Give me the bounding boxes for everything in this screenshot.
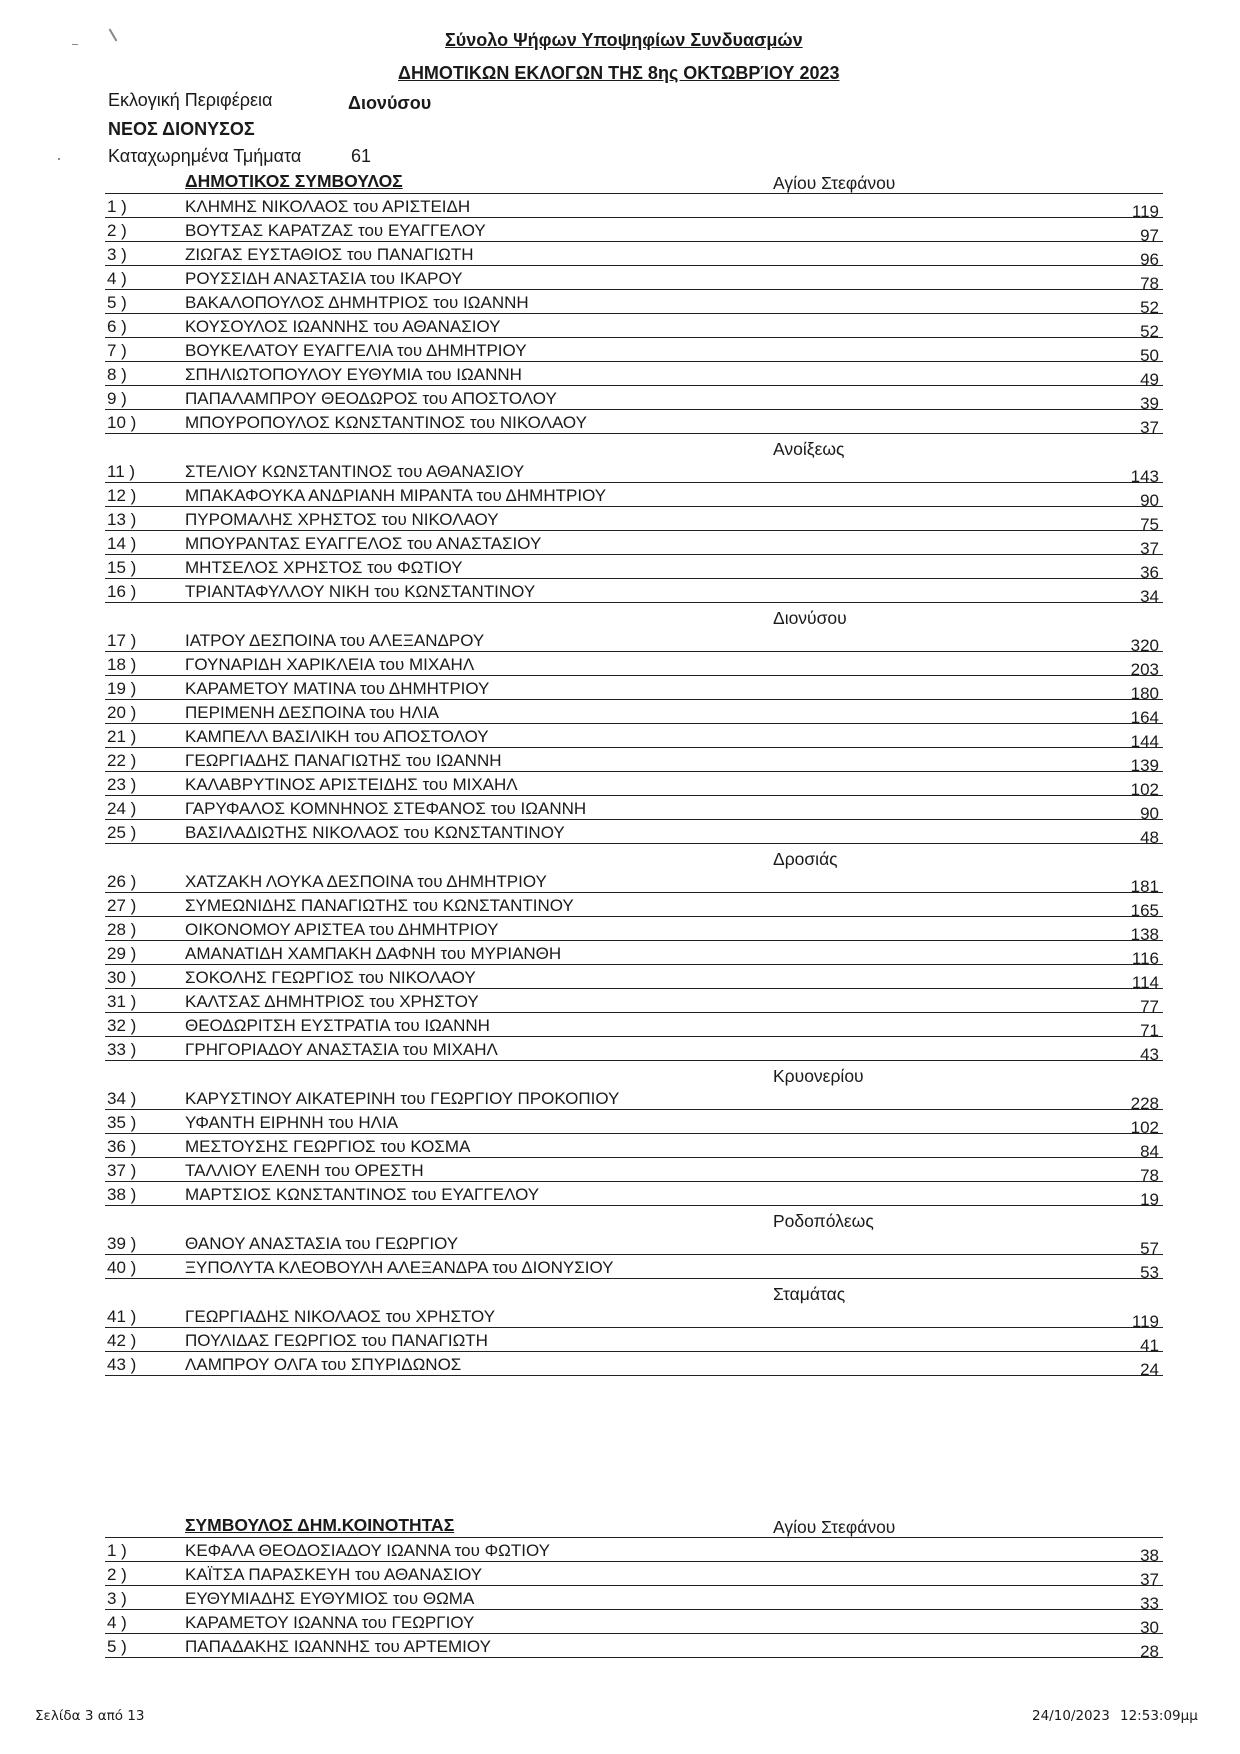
row-number: 19 ) (107, 679, 137, 698)
district-group-label (105, 1061, 1163, 1086)
row-number: 4 ) (107, 269, 127, 288)
table-row (105, 1013, 1163, 1040)
table-row (105, 1086, 1163, 1113)
candidate-name: ΣΤΕΛΙΟΥ ΚΩΝΣΤΑΝΤΙΝΟΣ του ΑΘΑΝΑΣΙΟΥ (185, 462, 525, 481)
district-label: Ανοίξεως (773, 439, 845, 459)
print-date: 24/10/2023 (1032, 1708, 1110, 1724)
row-number: 42 ) (107, 1331, 137, 1350)
vote-count: 19 (1140, 1190, 1159, 1209)
candidate-name: ΑΜΑΝΑΤΙΔΗ ΧΑΜΠΑΚΗ ΔΑΦΝΗ του ΜΥΡΙΑΝΘΗ (185, 944, 562, 963)
table-row (105, 386, 1163, 413)
table-row (105, 531, 1163, 558)
row-number: 8 ) (107, 365, 127, 384)
document-subtitle: ΔΗΜΟΤΙΚΩΝ ΕΚΛΟΓΩΝ ΤΗΣ 8ης ΟΚΤΩΒΡΊΟΥ 2023 (398, 63, 840, 83)
row-number: 16 ) (107, 582, 137, 601)
row-number: 43 ) (107, 1355, 137, 1374)
candidate-name: ΜΠΟΥΡΑΝΤΑΣ ΕΥΑΓΓΕΛΟΣ του ΑΝΑΣΤΑΣΙΟΥ (185, 534, 542, 553)
candidate-name: ΒΑΚΑΛΟΠΟΥΛΟΣ ΔΗΜΗΤΡΙΟΣ του ΙΩΑΝΝΗ (185, 293, 529, 312)
table-row (105, 1586, 1163, 1613)
candidate-name: ΚΟΥΣΟΥΛΟΣ ΙΩΑΝΝΗΣ του ΑΘΑΝΑΣΙΟΥ (185, 317, 501, 336)
district-label: Κρυονερίου (773, 1066, 864, 1086)
candidate-name: ΓΡΗΓΟΡΙΑΔΟΥ ΑΝΑΣΤΑΣΙΑ του ΜΙΧΑΗΛ (185, 1040, 498, 1059)
table-row (105, 1610, 1163, 1637)
table-row (105, 242, 1163, 269)
vote-count: 50 (1140, 346, 1159, 365)
candidate-name: ΤΡΙΑΝΤΑΦΥΛΛΟΥ ΝΙΚΗ του ΚΩΝΣΤΑΝΤΙΝΟΥ (185, 582, 536, 601)
region-value: Διονύσου (348, 93, 432, 113)
candidate-name: ΚΑΡΑΜΕΤΟΥ ΜΑΤΙΝΑ του ΔΗΜΗΤΡΙΟΥ (185, 679, 490, 698)
sections-value: 61 (351, 146, 372, 166)
vote-count: 181 (1130, 877, 1159, 896)
table-row (105, 628, 1163, 655)
table-row (105, 652, 1163, 679)
vote-count: 90 (1140, 804, 1159, 823)
vote-count: 34 (1140, 587, 1159, 606)
row-number: 2 ) (107, 1565, 127, 1584)
row-number: 9 ) (107, 389, 127, 408)
community-title: ΣΥΜΒΟΥΛΟΣ ΔΗΜ.ΚΟΙΝΟΤΗΤΑΣ (185, 1515, 455, 1535)
row-number: 1 ) (107, 197, 127, 216)
row-number: 14 ) (107, 534, 137, 553)
vote-count: 144 (1130, 732, 1159, 751)
district-group-label (105, 1206, 1163, 1231)
candidate-name: ΚΑΛΑΒΡΥΤΙΝΟΣ ΑΡΙΣΤΕΙΔΗΣ του ΜΙΧΑΗΛ (185, 775, 518, 794)
community-table (105, 1538, 1163, 1661)
row-number: 1 ) (107, 1541, 127, 1560)
vote-count: 164 (1130, 708, 1159, 727)
vote-count: 78 (1140, 274, 1159, 293)
candidate-name: ΧΑΤΖΑΚΗ ΛΟΥΚΑ ΔΕΣΠΟΙΝΑ του ΔΗΜΗΤΡΙΟΥ (185, 872, 547, 891)
vote-count: 114 (1131, 973, 1159, 992)
vote-count: 102 (1130, 780, 1159, 799)
vote-count: 180 (1130, 684, 1159, 703)
district-group-label (105, 1279, 1163, 1304)
council-table (105, 194, 1163, 1379)
candidate-name: ΘΕΟΔΩΡΙΤΣΗ ΕΥΣΤΡΑΤΙΑ του ΙΩΑΝΝΗ (185, 1016, 490, 1035)
candidate-name: ΣΟΚΟΛΗΣ ΓΕΩΡΓΙΟΣ του ΝΙΚΟΛΑΟΥ (185, 968, 476, 987)
row-number: 37 ) (107, 1161, 137, 1180)
vote-count: 320 (1130, 636, 1159, 655)
candidate-name: ΒΟΥΤΣΑΣ ΚΑΡΑΤΖΑΣ του ΕΥΑΓΓΕΛΟΥ (185, 221, 486, 240)
table-row (105, 507, 1163, 534)
vote-count: 33 (1140, 1594, 1159, 1613)
row-number: 35 ) (107, 1113, 137, 1132)
candidate-name: ΙΑΤΡΟΥ ΔΕΣΠΟΙΝΑ του ΑΛΕΞΑΝΔΡΟΥ (185, 631, 485, 650)
row-number: 6 ) (107, 317, 127, 336)
candidate-name: ΡΟΥΣΣΙΔΗ ΑΝΑΣΤΑΣΙΑ του ΙΚΑΡΟΥ (185, 269, 463, 288)
candidate-name: ΛΑΜΠΡΟΥ ΟΛΓΑ του ΣΠΥΡΙΔΩΝΟΣ (185, 1355, 462, 1374)
table-row (105, 1562, 1163, 1589)
sections-label: Καταχωρημένα Τμήματα (108, 146, 302, 166)
candidate-name: ΚΛΗΜΗΣ ΝΙΚΟΛΑΟΣ του ΑΡΙΣΤΕΙΔΗ (185, 197, 471, 216)
vote-count: 77 (1140, 997, 1159, 1016)
vote-count: 203 (1130, 660, 1159, 679)
council-title: ΔΗΜΟΤΙΚΟΣ ΣΥΜΒΟΥΛΟΣ (185, 171, 403, 191)
candidate-name: ΖΙΩΓΑΣ ΕΥΣΤΑΘΙΟΣ του ΠΑΝΑΓΙΩΤΗ (185, 245, 474, 264)
row-number: 22 ) (107, 751, 137, 770)
table-row (105, 772, 1163, 799)
table-row (105, 555, 1163, 582)
vote-count: 43 (1140, 1045, 1159, 1064)
vote-count: 78 (1140, 1166, 1159, 1185)
district-group-label (105, 844, 1163, 869)
row-number: 7 ) (107, 341, 127, 360)
row-number: 10 ) (107, 413, 137, 432)
table-row (105, 917, 1163, 944)
vote-count: 52 (1140, 322, 1159, 341)
district-label: Αγίου Στεφάνου (773, 1517, 896, 1537)
district-label: Διονύσου (773, 608, 847, 628)
row-number: 29 ) (107, 944, 137, 963)
candidate-name: ΞΥΠΟΛΥΤΑ ΚΛΕΟΒΟΥΛΗ ΑΛΕΞΑΝΔΡΑ του ΔΙΟΝΥΣΙΟΥ (185, 1258, 614, 1277)
region-label: Εκλογική Περιφέρεια (108, 90, 273, 110)
candidate-name: ΓΟΥΝΑΡΙΔΗ ΧΑΡΙΚΛΕΙΑ του ΜΙΧΑΗΛ (185, 655, 475, 674)
table-row (105, 579, 1163, 606)
table-row (105, 1158, 1163, 1185)
candidate-name: ΜΠΟΥΡΟΠΟΥΛΟΣ ΚΩΝΣΤΑΝΤΙΝΟΣ του ΝΙΚΟΛΑΟΥ (185, 413, 587, 432)
row-number: 23 ) (107, 775, 137, 794)
row-number: 28 ) (107, 920, 137, 939)
vote-count: 116 (1131, 949, 1159, 968)
candidate-name: ΠΟΥΛΙΔΑΣ ΓΕΩΡΓΙΟΣ του ΠΑΝΑΓΙΩΤΗ (185, 1331, 488, 1350)
vote-count: 36 (1140, 563, 1159, 582)
row-number: 20 ) (107, 703, 137, 722)
row-number: 41 ) (107, 1307, 137, 1326)
candidate-name: ΠΑΠΑΔΑΚΗΣ ΙΩΑΝΝΗΣ του ΑΡΤΕΜΙΟΥ (185, 1637, 491, 1656)
candidate-name: ΣΥΜΕΩΝΙΔΗΣ ΠΑΝΑΓΙΩΤΗΣ του ΚΩΝΣΤΑΝΤΙΝΟΥ (185, 896, 574, 915)
candidate-name: ΜΑΡΤΣΙΟΣ ΚΩΝΣΤΑΝΤΙΝΟΣ του ΕΥΑΓΓΕΛΟΥ (185, 1185, 540, 1204)
table-row (105, 194, 1163, 221)
document-title: Σύνολο Ψήφων Υποψηφίων Συνδυασμών (445, 30, 803, 50)
candidate-name: ΤΑΛΛΙΟΥ ΕΛΕΝΗ του ΟΡΕΣΤΗ (185, 1161, 424, 1180)
table-row (105, 1255, 1163, 1282)
candidate-name: ΥΦΑΝΤΗ ΕΙΡΗΝΗ του ΗΛΙΑ (185, 1113, 399, 1132)
district-label: Δροσιάς (773, 849, 838, 869)
scan-speck (109, 28, 118, 41)
candidate-name: ΒΑΣΙΛΑΔΙΩΤΗΣ ΝΙΚΟΛΑΟΣ του ΚΩΝΣΤΑΝΤΙΝΟΥ (185, 823, 565, 842)
candidate-name: ΜΗΤΣΕΛΟΣ ΧΡΗΣΤΟΣ του ΦΩΤΙΟΥ (185, 558, 463, 577)
table-row (105, 1634, 1163, 1661)
vote-count: 97 (1140, 226, 1159, 245)
table-row (105, 748, 1163, 775)
row-number: 21 ) (107, 727, 137, 746)
row-number: 5 ) (107, 293, 127, 312)
candidate-name: ΠΥΡΟΜΑΛΗΣ ΧΡΗΣΤΟΣ του ΝΙΚΟΛΑΟΥ (185, 510, 499, 529)
table-row (105, 1538, 1163, 1565)
table-row (105, 483, 1163, 510)
table-row (105, 1304, 1163, 1331)
row-number: 2 ) (107, 221, 127, 240)
row-number: 25 ) (107, 823, 137, 842)
vote-count: 138 (1130, 925, 1159, 944)
table-row (105, 676, 1163, 703)
table-row (105, 1328, 1163, 1355)
vote-count: 102 (1130, 1118, 1159, 1137)
candidate-name: ΟΙΚΟΝΟΜΟΥ ΑΡΙΣΤΕΑ του ΔΗΜΗΤΡΙΟΥ (185, 920, 499, 939)
page-number: Σελίδα 3 από 13 (35, 1708, 145, 1724)
candidate-name: ΚΑΡΑΜΕΤΟΥ ΙΩΑΝΝΑ του ΓΕΩΡΓΙΟΥ (185, 1613, 475, 1632)
row-number: 5 ) (107, 1637, 127, 1656)
vote-count: 119 (1131, 1312, 1159, 1331)
row-number: 33 ) (107, 1040, 137, 1059)
vote-count: 96 (1140, 250, 1159, 269)
vote-count: 37 (1140, 539, 1159, 558)
table-row (105, 314, 1163, 341)
scan-speck (72, 44, 78, 45)
row-number: 11 ) (107, 462, 136, 481)
candidate-name: ΚΕΦΑΛΑ ΘΕΟΔΟΣΙΑΔΟΥ ΙΩΑΝΝΑ του ΦΩΤΙΟΥ (185, 1541, 551, 1560)
row-number: 39 ) (107, 1234, 137, 1253)
table-row (105, 700, 1163, 727)
candidate-name: ΚΑΛΤΣΑΣ ΔΗΜΗΤΡΙΟΣ του ΧΡΗΣΤΟΥ (185, 992, 479, 1011)
vote-count: 90 (1140, 491, 1159, 510)
table-row (105, 796, 1163, 823)
district-group-label (105, 603, 1163, 628)
candidate-name: ΚΑΜΠΕΛΛ ΒΑΣΙΛΙΚΗ του ΑΠΟΣΤΟΛΟΥ (185, 727, 489, 746)
candidate-name: ΠΕΡΙΜΕΝΗ ΔΕΣΠΟΙΝΑ του ΗΛΙΑ (185, 703, 439, 722)
row-number: 34 ) (107, 1089, 137, 1108)
candidate-name: ΜΠΑΚΑΦΟΥΚΑ ΑΝΔΡΙΑΝΗ ΜΙΡΑΝΤΑ του ΔΗΜΗΤΡΙΟΥ (185, 486, 607, 505)
vote-count: 38 (1140, 1546, 1159, 1565)
vote-count: 30 (1140, 1618, 1159, 1637)
candidate-name: ΠΑΠΑΛΑΜΠΡΟΥ ΘΕΟΔΩΡΟΣ του ΑΠΟΣΤΟΛΟΥ (185, 389, 557, 408)
print-time: 12:53:09μμ (1120, 1708, 1198, 1724)
council-header (105, 171, 1163, 194)
vote-count: 48 (1140, 828, 1159, 847)
row-number: 40 ) (107, 1258, 137, 1277)
vote-count: 165 (1130, 901, 1159, 920)
candidate-name: ΒΟΥΚΕΛΑΤΟΥ ΕΥΑΓΓΕΛΙΑ του ΔΗΜΗΤΡΙΟΥ (185, 341, 527, 360)
row-number: 27 ) (107, 896, 137, 915)
vote-count: 228 (1130, 1094, 1159, 1113)
table-row (105, 459, 1163, 486)
table-row (105, 989, 1163, 1016)
vote-count: 143 (1130, 467, 1159, 486)
candidate-name: ΓΕΩΡΓΙΑΔΗΣ ΝΙΚΟΛΑΟΣ του ΧΡΗΣΤΟΥ (185, 1307, 496, 1326)
district-label: Ροδοπόλεως (773, 1211, 874, 1231)
table-row (105, 724, 1163, 751)
table-row (105, 941, 1163, 968)
row-number: 18 ) (107, 655, 137, 674)
vote-count: 53 (1140, 1263, 1159, 1282)
candidate-name: ΘΑΝΟΥ ΑΝΑΣΤΑΣΙΑ του ΓΕΩΡΓΙΟΥ (185, 1234, 459, 1253)
candidate-name: ΓΑΡΥΦΑΛΟΣ ΚΟΜΝΗΝΟΣ ΣΤΕΦΑΝΟΣ του ΙΩΑΝΝΗ (185, 799, 587, 818)
vote-count: 52 (1140, 298, 1159, 317)
vote-count: 57 (1140, 1239, 1159, 1258)
table-row (105, 965, 1163, 992)
candidate-name: ΣΠΗΛΙΩΤΟΠΟΥΛΟΥ ΕΥΘΥΜΙΑ του ΙΩΑΝΝΗ (185, 365, 522, 384)
vote-count: 84 (1140, 1142, 1159, 1161)
vote-count: 119 (1131, 202, 1159, 221)
table-row (105, 869, 1163, 896)
candidate-name: ΚΑΡΥΣΤΙΝΟΥ ΑΙΚΑΤΕΡΙΝΗ του ΓΕΩΡΓΙΟΥ ΠΡΟΚΟΠΙΟΥ (185, 1089, 620, 1108)
vote-count: 71 (1140, 1021, 1159, 1040)
table-row (105, 1037, 1163, 1064)
district-label: Σταμάτας (773, 1284, 846, 1304)
table-row (105, 1110, 1163, 1137)
row-number: 12 ) (107, 486, 137, 505)
vote-count: 49 (1140, 370, 1159, 389)
row-number: 3 ) (107, 1589, 127, 1608)
table-row (105, 893, 1163, 920)
row-number: 31 ) (107, 992, 137, 1011)
table-row (105, 410, 1163, 437)
row-number: 17 ) (107, 631, 137, 650)
district-label: Αγίου Στεφάνου (773, 173, 896, 193)
vote-count: 28 (1140, 1642, 1159, 1661)
table-row (105, 218, 1163, 245)
table-row (105, 1352, 1163, 1379)
candidate-name: ΓΕΩΡΓΙΑΔΗΣ ΠΑΝΑΓΙΩΤΗΣ του ΙΩΑΝΝΗ (185, 751, 502, 770)
scan-speck (58, 158, 60, 160)
community-header (105, 1515, 1163, 1538)
row-number: 15 ) (107, 558, 137, 577)
vote-count: 139 (1130, 756, 1159, 775)
vote-count: 24 (1140, 1360, 1159, 1379)
candidate-name: ΚΑΪΤΣΑ ΠΑΡΑΣΚΕΥΗ του ΑΘΑΝΑΣΙΟΥ (185, 1565, 483, 1584)
row-number: 26 ) (107, 872, 137, 891)
community-section (105, 1515, 1163, 1661)
row-number: 4 ) (107, 1613, 127, 1632)
table-row (105, 820, 1163, 847)
council-section (105, 171, 1163, 1379)
vote-count: 37 (1140, 1570, 1159, 1589)
row-number: 38 ) (107, 1185, 137, 1204)
row-number: 24 ) (107, 799, 137, 818)
row-number: 13 ) (107, 510, 137, 529)
row-number: 3 ) (107, 245, 127, 264)
district-group-label (105, 434, 1163, 459)
table-row (105, 1134, 1163, 1161)
vote-count: 75 (1140, 515, 1159, 534)
vote-count: 39 (1140, 394, 1159, 413)
row-number: 30 ) (107, 968, 137, 987)
table-row (105, 362, 1163, 389)
table-row (105, 1182, 1163, 1209)
table-row (105, 338, 1163, 365)
table-row (105, 290, 1163, 317)
vote-count: 37 (1140, 418, 1159, 437)
vote-count: 41 (1140, 1336, 1159, 1355)
table-row (105, 1231, 1163, 1258)
table-row (105, 266, 1163, 293)
candidate-name: ΕΥΘΥΜΙΑΔΗΣ ΕΥΘΥΜΙΟΣ του ΘΩΜΑ (185, 1589, 475, 1608)
district-name: ΝΕΟΣ ΔΙΟΝΥΣΟΣ (108, 119, 255, 139)
candidate-name: ΜΕΣΤΟΥΣΗΣ ΓΕΩΡΓΙΟΣ του ΚΟΣΜΑ (185, 1137, 471, 1156)
row-number: 32 ) (107, 1016, 137, 1035)
row-number: 36 ) (107, 1137, 137, 1156)
